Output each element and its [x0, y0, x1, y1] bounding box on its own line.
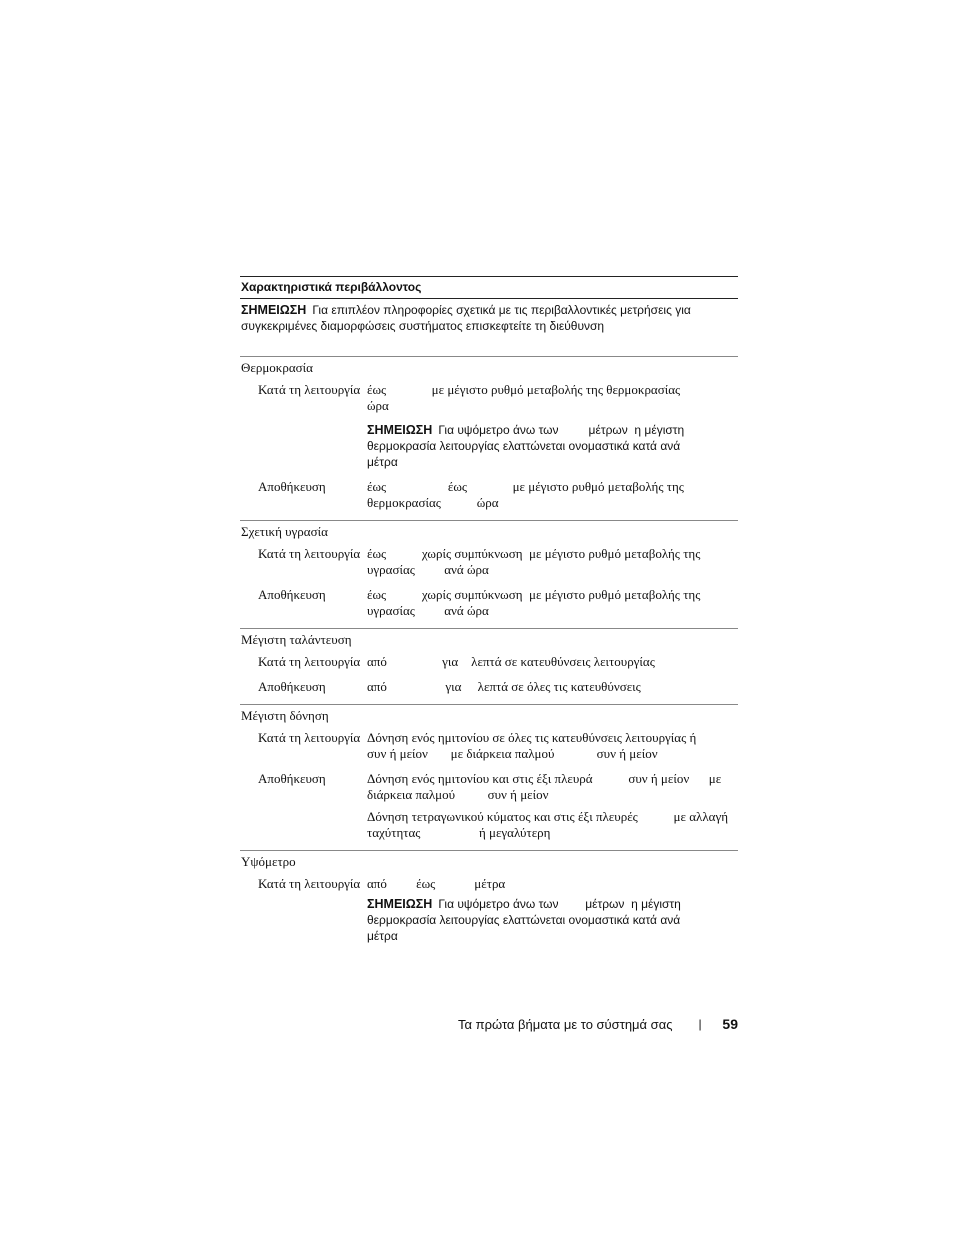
row-value — [367, 771, 738, 841]
row-value: έως χωρίς συμπύκνωση με μέγιστο ρυθμό μεταβολής της υγρασίας ανά ώρα — [367, 546, 704, 577]
top-note — [240, 299, 738, 334]
row-label: Κατά τη λειτουργία — [258, 654, 361, 669]
table-row — [240, 546, 738, 578]
row-label: Αποθήκευση — [258, 587, 326, 602]
table-row — [240, 771, 738, 841]
row-value: έως έως με μέγιστο ρυθμό μεταβολής της θερμοκρασίας ώρα — [367, 479, 688, 510]
row-value: από για λεπτά σε όλες τις κατευθύνσεις — [367, 679, 641, 694]
table-row — [240, 654, 738, 670]
category-title: Θερμοκρασία — [241, 360, 313, 375]
row-label: Κατά τη λειτουργία — [258, 876, 361, 891]
table-row — [240, 587, 738, 619]
value-text: Δόνηση τετραγωνικού κύματος και στις έξι πλευρές με αλλαγή ταχύτητας ή μεγαλύτερη — [367, 809, 732, 840]
note-text: Για υψόμετρο άνω των μέτρων η μέγιστη θερμοκρασία λειτουργίας ελαττώνεται ονομαστικά κατά ανά μέτρα — [367, 423, 707, 469]
row-value: Δόνηση ενός ημιτονίου σε όλες τις κατευθύνσεις λειτουργίας ή συν ή μείον με διάρκεια παλμού συν ή μείον — [367, 730, 729, 761]
spec-page — [240, 276, 738, 953]
footer-separator: | — [698, 1017, 702, 1031]
note-label: ΣΗΜΕΙΩΣΗ — [367, 423, 433, 437]
category-title: Υψόμετρο — [241, 854, 296, 869]
section-title: Χαρακτηριστικά περιβάλλοντος — [240, 276, 738, 299]
section-max-shock — [240, 704, 738, 841]
section-altitude — [240, 850, 738, 944]
note-label: ΣΗΜΕΙΩΣΗ — [241, 303, 307, 317]
note-text: Για υψόμετρο άνω των μέτρων η μέγιστη θερμοκρασία λειτουργίας ελαττώνεται ονομαστικά κατά ανά μέτρα — [367, 897, 707, 943]
row-value: έως χωρίς συμπύκνωση με μέγιστο ρυθμό μεταβολής της υγρασίας ανά ώρα — [367, 587, 704, 618]
category-title: Σχετική υγρασία — [241, 524, 328, 539]
row-value — [367, 876, 738, 944]
table-row — [240, 876, 738, 944]
table-row — [240, 479, 738, 511]
page-footer — [458, 1016, 738, 1032]
inner-note — [367, 896, 734, 944]
row-label: Αποθήκευση — [258, 479, 326, 494]
row-value: από για λεπτά σε κατευθύνσεις λειτουργίας — [367, 654, 655, 669]
row-label: Αποθήκευση — [258, 771, 326, 786]
inner-note — [367, 422, 734, 470]
footer-text: Τα πρώτα βήματα με το σύστημά σας — [458, 1016, 673, 1032]
table-row — [240, 382, 738, 470]
category-title: Μέγιστη ταλάντευση — [241, 632, 352, 647]
category-title: Μέγιστη δόνηση — [241, 708, 329, 723]
table-row — [240, 730, 738, 762]
value-text: Δόνηση ενός ημιτονίου και στις έξι πλευρά συν ή μείον με διάρκεια παλμού συν ή μείον — [367, 771, 725, 802]
row-label: Κατά τη λειτουργία — [258, 730, 361, 745]
section-temperature — [240, 356, 738, 511]
note-text: Για επιπλέον πληροφορίες σχετικά με τις περιβαλλοντικές μετρήσεις για συγκεκριμένες διαμορφώσεις συστήματος επισκεφτείτε τη διεύθυνση — [241, 303, 691, 333]
page-number: 59 — [722, 1016, 738, 1032]
row-label: Κατά τη λειτουργία — [258, 546, 361, 561]
value-text: από έως μέτρα — [367, 876, 506, 891]
table-row — [240, 679, 738, 695]
row-label: Αποθήκευση — [258, 679, 326, 694]
note-label: ΣΗΜΕΙΩΣΗ — [367, 897, 433, 911]
row-label: Κατά τη λειτουργία — [258, 382, 361, 397]
section-humidity — [240, 520, 738, 619]
row-value — [367, 382, 738, 470]
section-max-vibration — [240, 628, 738, 695]
value-text: έως με μέγιστο ρυθμό μεταβολής της θερμοκρασίας ώρα — [367, 382, 726, 413]
